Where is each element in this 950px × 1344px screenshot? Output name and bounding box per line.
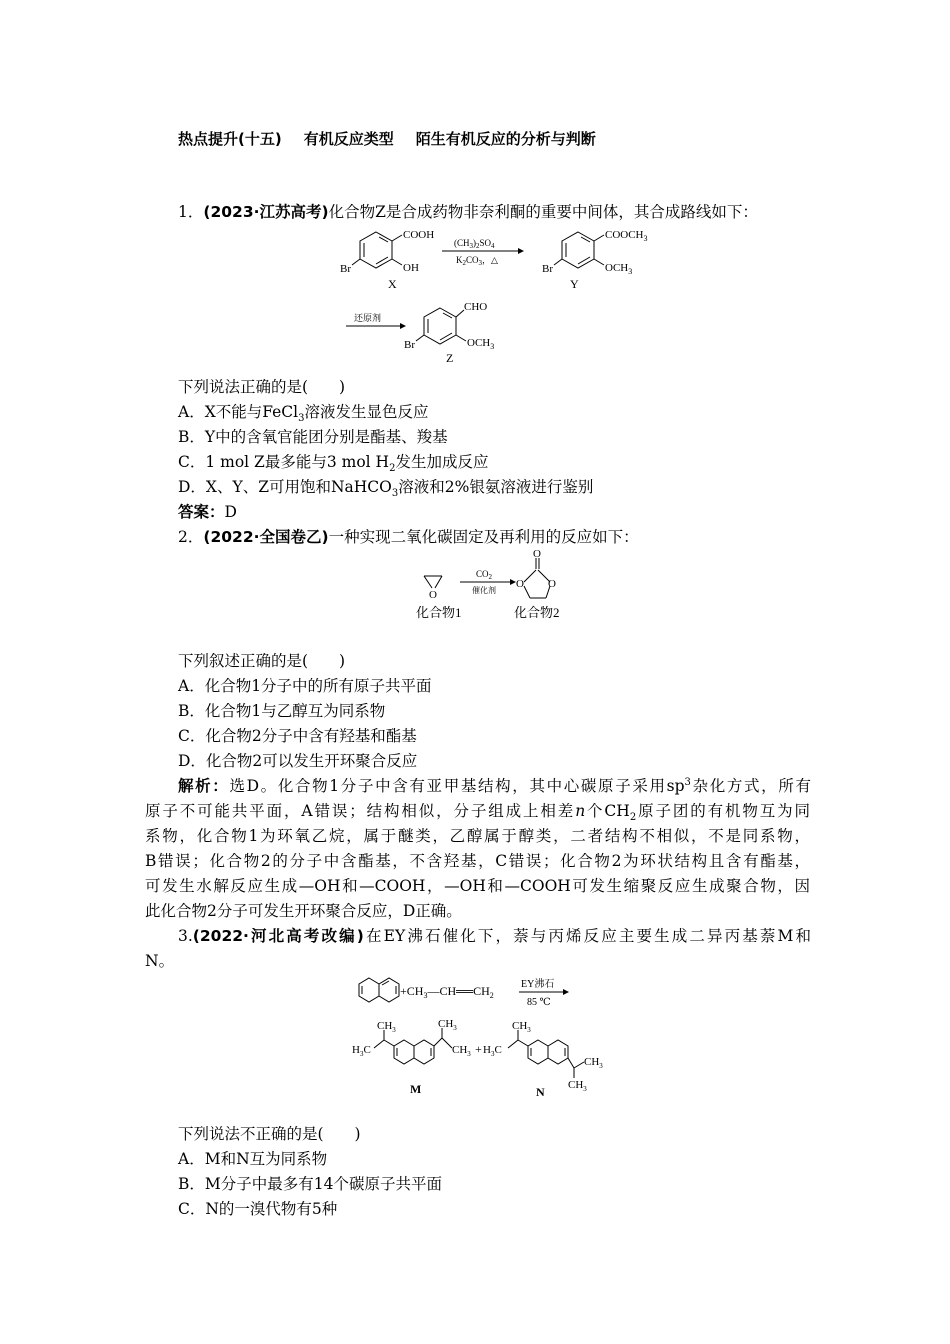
m-ch3-top-left: $CH_3$ [377, 1020, 396, 1034]
q1-scheme-row1 [330, 222, 670, 292]
q2-option-d[interactable]: D．化合物2可以发生开环聚合反应 [178, 752, 418, 770]
q3-scheme-reactants [355, 972, 595, 1012]
q3-option-a[interactable]: A．M和N互为同系物 [178, 1150, 328, 1168]
y-br: Br [542, 263, 553, 275]
compound-1 [424, 576, 442, 588]
naphthalene [359, 978, 399, 1002]
z-label: Z [446, 351, 454, 365]
compound-2-o-right: O [548, 578, 556, 590]
condition-1: $K_2CO_3$，△ [456, 255, 498, 267]
q2-scheme [410, 548, 590, 628]
n-ch3-top: $CH_3$ [512, 1020, 531, 1034]
compound-1-label: 化合物1 [416, 605, 462, 620]
x-label: X [388, 277, 397, 291]
q3-cond-bottom: 85 ℃ [527, 997, 551, 1008]
z-cho: CHO [464, 301, 488, 313]
q3-cond-top: EY沸石 [521, 979, 555, 990]
q2-option-a[interactable]: A．化合物1分子中的所有原子共平面 [178, 677, 432, 695]
q3-option-b[interactable]: B．M分子中最多有14个碳原子共平面 [178, 1175, 442, 1193]
y-cooch3: $COOCH_3$ [605, 229, 648, 243]
q1-option-d[interactable]: D．X、Y、Z可用饱和NaHCO$_3$溶液和2%银氨溶液进行鉴别 [178, 478, 594, 500]
q1-number: 1． [178, 203, 204, 221]
n-h3c-left: $H_3C$ [483, 1044, 502, 1058]
reagent-1: $(CH_3)_2SO_4$ [454, 238, 495, 250]
q2-analysis-line-4: B错误；化合物2的分子中含酯基，不含羟基，C错误；化合物2为环状结构且含有酯基， [145, 852, 810, 870]
q1-stem [178, 202, 758, 222]
molecule-x [352, 232, 402, 268]
q1-answer: 答案：D [178, 503, 237, 521]
m-ch3-top-right: $CH_3$ [438, 1018, 457, 1032]
q1-question: 下列说法正确的是( ) [178, 378, 346, 396]
y-och3: $OCH_3$ [605, 262, 633, 276]
reagent-2: 还原剂 [354, 313, 382, 323]
propene: $+CH_3—CH══CH_2$ [400, 984, 494, 1000]
q1-stem-text: 化合物Z是合成药物非奈利酮的重要中间体，其合成路线如下： [328, 203, 758, 221]
q2-analysis-line-2: 原子不可能共平面，A错误；结构相似，分子组成上相差n个$CH_2$原子团的有机物互为同 [145, 802, 810, 824]
n-ch3-bottom: $CH_3$ [568, 1079, 587, 1093]
n-ch3-right: $CH_3$ [584, 1056, 603, 1070]
q1-option-c[interactable]: C．1 mol Z最多能与3 mol $H_2$发生加成反应 [178, 453, 489, 475]
m-label: M [410, 1082, 422, 1096]
q1-option-b[interactable]: B．Y中的含氧官能团分别是酯基、羧基 [178, 428, 448, 446]
x-br: Br [340, 263, 351, 275]
z-br: Br [404, 339, 415, 351]
q3-scheme-products [352, 1018, 622, 1100]
q2-option-c[interactable]: C．化合物2分子中含有羟基和酯基 [178, 727, 417, 745]
molecule-z [416, 308, 466, 344]
plus-sign: + [475, 1042, 482, 1056]
compound-2-o-top: O [533, 548, 541, 560]
compound-1-o: O [429, 589, 437, 601]
q1-source: (2023·江苏高考) [203, 203, 329, 221]
molecule-y [554, 232, 604, 268]
arrow-2-head [400, 323, 406, 329]
q2-stem: 2．(2022·全国卷乙)一种实现二氧化碳固定及再利用的反应如下： [178, 528, 639, 546]
q1-option-a[interactable]: A．X不能与FeCl$_3$溶液发生显色反应 [178, 403, 429, 425]
compound-2-o-left: O [516, 578, 524, 590]
compound-2-label: 化合物2 [514, 605, 560, 620]
q2-option-b[interactable]: B．化合物1与乙醇互为同系物 [178, 702, 386, 720]
q3-arrow-head [563, 989, 569, 995]
q2-analysis-line-1: 解析：选D。化合物1分子中含有亚甲基结构，其中心碳原子采用$sp^3$杂化方式，所有 [178, 776, 811, 795]
q3-stem-2: N。 [145, 952, 175, 970]
q2-condition: 催化剂 [472, 586, 496, 595]
x-oh: OH [403, 262, 419, 274]
molecule-n [508, 1030, 584, 1078]
title-part-1: 热点提升(十五) [178, 130, 282, 148]
q3-option-c[interactable]: C．N的一溴代物有5种 [178, 1200, 338, 1218]
y-label: Y [570, 277, 579, 291]
title-part-3: 陌生有机反应的分析与判断 [415, 130, 596, 148]
page-title [178, 128, 618, 149]
q2-reagent: $CO_2$ [476, 569, 493, 581]
z-och3: $OCH_3$ [467, 337, 495, 351]
compound-2 [524, 558, 550, 598]
q2-analysis-line-5: 可发生水解反应生成—OH和—COOH，—OH和—COOH可发生缩聚反应生成聚合物，因 [145, 877, 810, 895]
q2-analysis-line-3: 系物，化合物1为环氧乙烷，属于醚类，乙醇属于醇类，二者结构不相似，不是同系物， [145, 827, 810, 845]
title-part-2: 有机反应类型 [303, 130, 394, 148]
m-ch3-right: $CH_3$ [452, 1044, 471, 1058]
arrow-1-head [518, 248, 524, 254]
n-label: N [536, 1085, 545, 1099]
q3-stem: 3.(2022·河北高考改编)在EY沸石催化下，萘与丙烯反应主要生成二异丙基萘M和 [178, 927, 811, 945]
q2-question: 下列叙述正确的是( ) [178, 652, 346, 670]
m-h3c-left: $H_3C$ [352, 1044, 371, 1058]
q2-analysis-line-6: 此化合物2分子可发生开环聚合反应，D正确。 [145, 902, 462, 920]
q1-scheme-row2 [340, 296, 540, 366]
x-cooh: COOH [403, 229, 435, 241]
molecule-m [374, 1028, 452, 1064]
q3-question: 下列说法不正确的是( ) [178, 1125, 361, 1143]
